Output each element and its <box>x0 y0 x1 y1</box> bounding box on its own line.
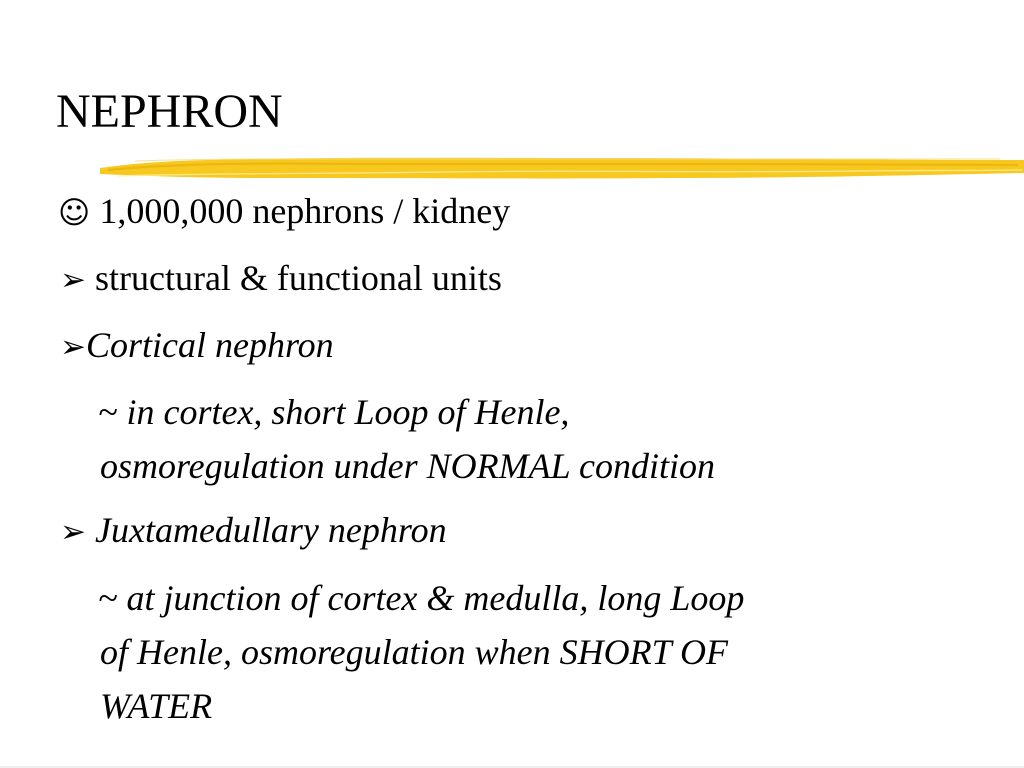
cortical-detail-line: osmoregulation under NORMAL condition <box>100 446 715 486</box>
bullet-cortical-nephron <box>60 327 334 363</box>
arrowhead-bullet-icon: ➢ <box>60 262 86 298</box>
smiley-face-icon: ☺ <box>58 195 91 231</box>
slide-title: NEPHRON <box>56 85 283 138</box>
bullet-text: 1,000,000 nephrons / kidney <box>99 191 511 231</box>
bullet-text: structural & functional units <box>94 258 502 298</box>
juxtamedullary-detail-line: ~ at junction of cortex & medulla, long Loop <box>98 578 745 618</box>
bullet-text: Cortical nephron <box>85 325 334 365</box>
arrowhead-bullet-icon: ➢ <box>60 514 86 550</box>
cortical-detail-line: ~ in cortex, short Loop of Henle, <box>98 392 570 432</box>
bullet-text: Juxtamedullary nephron <box>94 510 447 550</box>
arrowhead-bullet-icon: ➢ <box>60 329 86 365</box>
bullet-structural-units <box>60 260 502 296</box>
bullet-juxtamedullary-nephron <box>60 512 447 548</box>
juxtamedullary-detail-line: WATER <box>100 686 213 726</box>
bullet-nephron-count <box>58 193 510 229</box>
juxtamedullary-detail-line: of Henle, osmoregulation when SHORT OF <box>100 632 728 672</box>
